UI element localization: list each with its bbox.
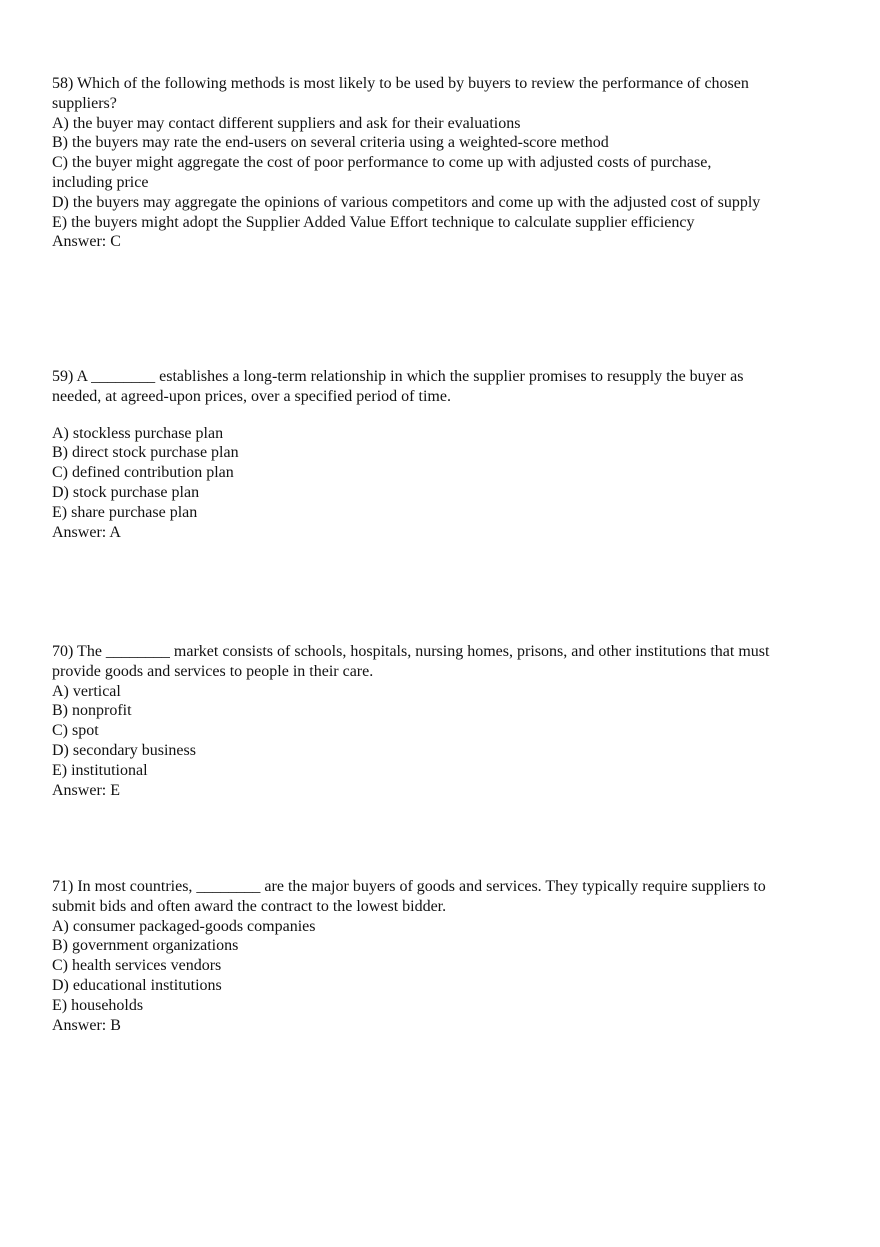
answer-option-b: B) nonprofit: [52, 702, 132, 720]
question-stem: 70) The ________ market consists of schools, hospitals, nursing homes, prisons, and other institutions that must: [52, 643, 770, 660]
answer-option-c-continued: including price: [52, 173, 149, 191]
question-stem: needed, at agreed-upon prices, over a specified period of time.: [52, 387, 451, 405]
question-stem: provide goods and services to people in their care.: [52, 662, 374, 680]
question-stem: 71) In most countries, ________ are the major buyers of goods and services. They typically require suppliers to: [52, 878, 766, 895]
answer-option-c: C) spot: [52, 722, 99, 740]
answer-option-c: C) defined contribution plan: [52, 464, 234, 482]
question-stem: 59) A ________ establishes a long-term relationship in which the supplier promises to resupply the buyer as: [52, 368, 744, 385]
answer-option-e: E) institutional: [52, 761, 148, 779]
answer-key: Answer: C: [52, 233, 121, 251]
answer-option-e: E) share purchase plan: [52, 503, 198, 521]
answer-option-e: E) the buyers might adopt the Supplier Added Value Effort technique to calculate supplier efficiency: [52, 213, 695, 231]
answer-key: Answer: B: [52, 1016, 121, 1034]
question-59: [52, 367, 842, 542]
answer-option-b: B) the buyers may rate the end-users on several criteria using a weighted-score method: [52, 134, 609, 152]
answer-option-d: D) educational institutions: [52, 976, 222, 994]
answer-option-d: D) the buyers may aggregate the opinions of various competitors and come up with the adjusted cost of supply: [52, 193, 761, 211]
answer-option-a: A) vertical: [52, 682, 121, 700]
answer-option-b: B) government organizations: [52, 937, 239, 955]
spacer: [52, 407, 842, 424]
answer-option-a: A) the buyer may contact different suppliers and ask for their evaluations: [52, 114, 521, 132]
answer-key: Answer: E: [52, 781, 120, 799]
answer-option-c: C) the buyer might aggregate the cost of poor performance to come up with adjusted costs of purchase,: [52, 154, 712, 172]
answer-option-c: C) health services vendors: [52, 957, 222, 975]
question-stem: submit bids and often award the contract to the lowest bidder.: [52, 897, 447, 915]
answer-key: Answer: A: [52, 523, 121, 541]
question-70: [52, 642, 842, 800]
question-58: [52, 74, 842, 252]
answer-option-a: A) consumer packaged-goods companies: [52, 917, 316, 935]
answer-option-a: A) stockless purchase plan: [52, 424, 224, 442]
answer-option-d: D) secondary business: [52, 741, 196, 759]
question-71: [52, 877, 842, 1035]
question-stem: 58) Which of the following methods is most likely to be used by buyers to review the performance of chosen: [52, 75, 749, 92]
question-stem: suppliers?: [52, 94, 117, 112]
answer-option-d: D) stock purchase plan: [52, 483, 200, 501]
answer-option-b: B) direct stock purchase plan: [52, 444, 239, 462]
answer-option-e: E) households: [52, 996, 144, 1014]
